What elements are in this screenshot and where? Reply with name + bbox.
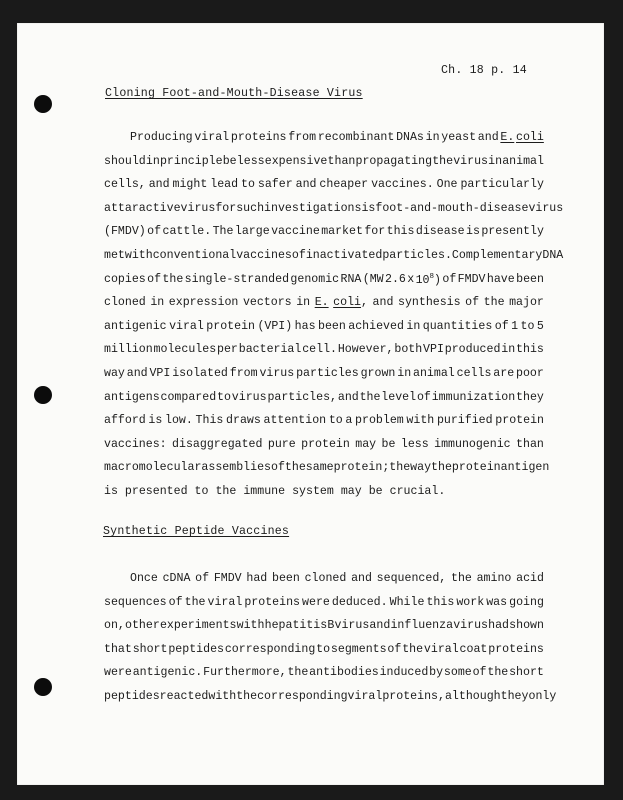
page-reference: Ch. 18 p. 14 <box>441 64 527 77</box>
section-title-synthetic-peptide: Synthetic Peptide Vaccines <box>103 525 290 538</box>
text-line: antigenic viral protein (VPI) has been achieved in quantities of 1 to 5 <box>104 320 544 333</box>
text-line: way and VPI isolated from virus particles grown in animal cells are poor <box>104 367 544 380</box>
text-line: macromolecular assemblies of the same protein; the way the protein antigen <box>104 461 550 474</box>
text-line: million molecules per bacterial cell. However, both VPI produced in this <box>104 343 544 356</box>
text-line: were antigenic. Furthermore, the antibodies induced by some of the short <box>104 666 544 679</box>
text-line: vaccines: disaggregated pure protein may be less immunogenic than <box>104 438 544 451</box>
text-line: cells, and might lead to safer and cheaper vaccines. One particularly <box>104 178 544 191</box>
section-title-cloning: Cloning Foot-and-Mouth-Disease Virus <box>105 87 363 100</box>
text-line: is presented to the immune system may be crucial. <box>104 485 446 498</box>
punch-hole-top <box>34 95 52 113</box>
superscript-exponent: 8 <box>429 273 435 281</box>
text-line: met with conventional vaccines of inactivated particles. Complementary DNA <box>104 249 564 262</box>
text-line: peptides reacted with the corresponding viral proteins, although they only <box>104 690 557 703</box>
text-line-with-superscript: copies of the single-stranded genomic RNA (MW 2.6 x $10^8$) of FMDV have been <box>104 273 544 287</box>
text-line: antigens compared to virus particles, and the level of immunization they <box>104 391 544 404</box>
text-line: afford is low. This draws attention to a problem with purified protein <box>104 414 544 427</box>
text-line: Producing viral proteins from recombinant DNAs in yeast and E. coli <box>130 131 544 144</box>
text-line: should in principle be less expensive than propagating the virus in animal <box>104 155 544 168</box>
text-line: (FMDV) of cattle. The large vaccine market for this disease is presently <box>104 225 544 238</box>
text-line: cloned in expression vectors in E. coli, and synthesis of the major <box>104 296 544 309</box>
punch-hole-bottom <box>34 678 52 696</box>
text-line: on, other experiments with hepatitis B virus and influenza virus had shown <box>104 619 544 632</box>
text-line: sequences of the viral proteins were deduced. While this work was going <box>104 596 544 609</box>
punch-hole-middle <box>34 386 52 404</box>
text-line: Once cDNA of FMDV had been cloned and sequenced, the amino acid <box>130 572 544 585</box>
text-line: that short peptides corresponding to segments of the viral coat proteins <box>104 643 544 656</box>
text-line: attaractive virus for such investigations is foot-and-mouth-disease virus <box>104 202 564 215</box>
